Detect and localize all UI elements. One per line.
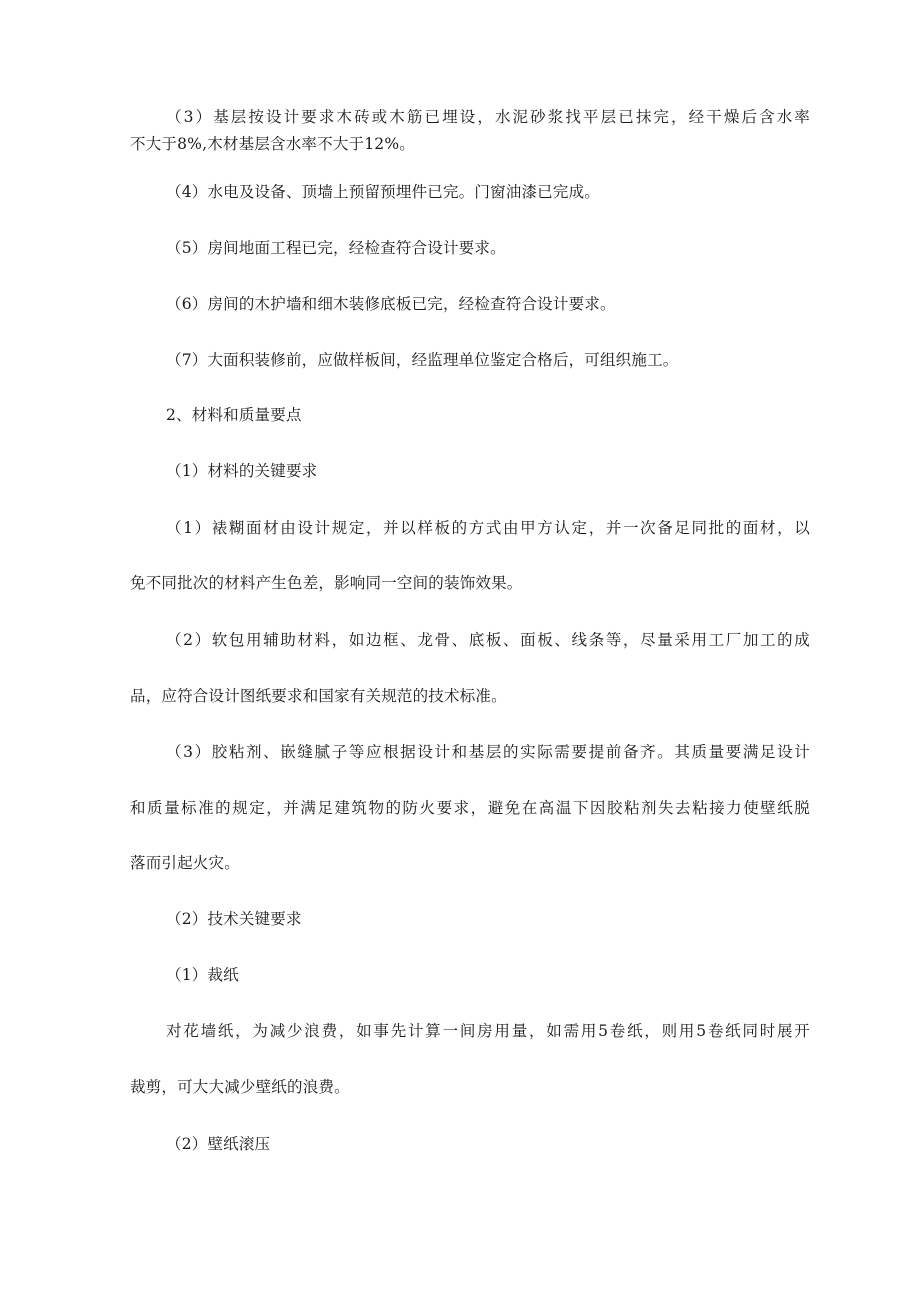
subsection-heading: （2）技术关键要求 [166, 910, 302, 928]
section-heading: 2、材料和质量要点 [166, 406, 302, 424]
paragraph-line: 落而引起火灾。 [130, 854, 240, 872]
paragraph-line: 和质量标准的规定，并满足建筑物的防火要求，避免在高温下因胶粘剂失去粘接力使壁纸脱 [130, 799, 810, 817]
paragraph-line: （4）水电及设备、顶墙上预留预埋件已完。门窗油漆已完成。 [166, 183, 600, 201]
paragraph-line: （1）裱糊面材由设计规定，并以样板的方式由甲方认定，并一次备足同批的面材，以 [166, 519, 810, 537]
paragraph-line: （2）软包用辅助材料，如边框、龙骨、底板、面板、线条等，尽量采用工厂加工的成 [166, 631, 810, 649]
subsection-heading: （1）裁纸 [166, 966, 239, 984]
paragraph-line: （5）房间地面工程已完，经检查符合设计要求。 [166, 239, 506, 257]
paragraph-line: （6）房间的木护墙和细木装修底板已完，经检查符合设计要求。 [166, 295, 616, 313]
paragraph-line: 对花墙纸，为减少浪费，如事先计算一间房用量，如需用5卷纸，则用5卷纸同时展开 [166, 1022, 810, 1040]
paragraph-line: 不大于8%,木材基层含水率不大于12%。 [130, 135, 415, 153]
paragraph-line: （3）基层按设计要求木砖或木筋已埋设，水泥砂浆找平层已抹完，经干燥后含水率 [166, 108, 810, 126]
paragraph-line: 裁剪，可大大减少壁纸的浪费。 [130, 1078, 350, 1096]
subsection-heading: （2）壁纸滚压 [166, 1135, 271, 1153]
subsection-heading: （1）材料的关键要求 [166, 462, 318, 480]
paragraph-line: 品，应符合设计图纸要求和国家有关规范的技术标准。 [130, 687, 507, 705]
paragraph-line: （3）胶粘剂、嵌缝腻子等应根据设计和基层的实际需要提前备齐。其质量要满足设计 [166, 743, 810, 761]
paragraph-line: （7）大面积装修前，应做样板间，经监理单位鉴定合格后，可组织施工。 [166, 351, 679, 369]
paragraph-line: 免不同批次的材料产生色差，影响同一空间的装饰效果。 [130, 574, 523, 592]
